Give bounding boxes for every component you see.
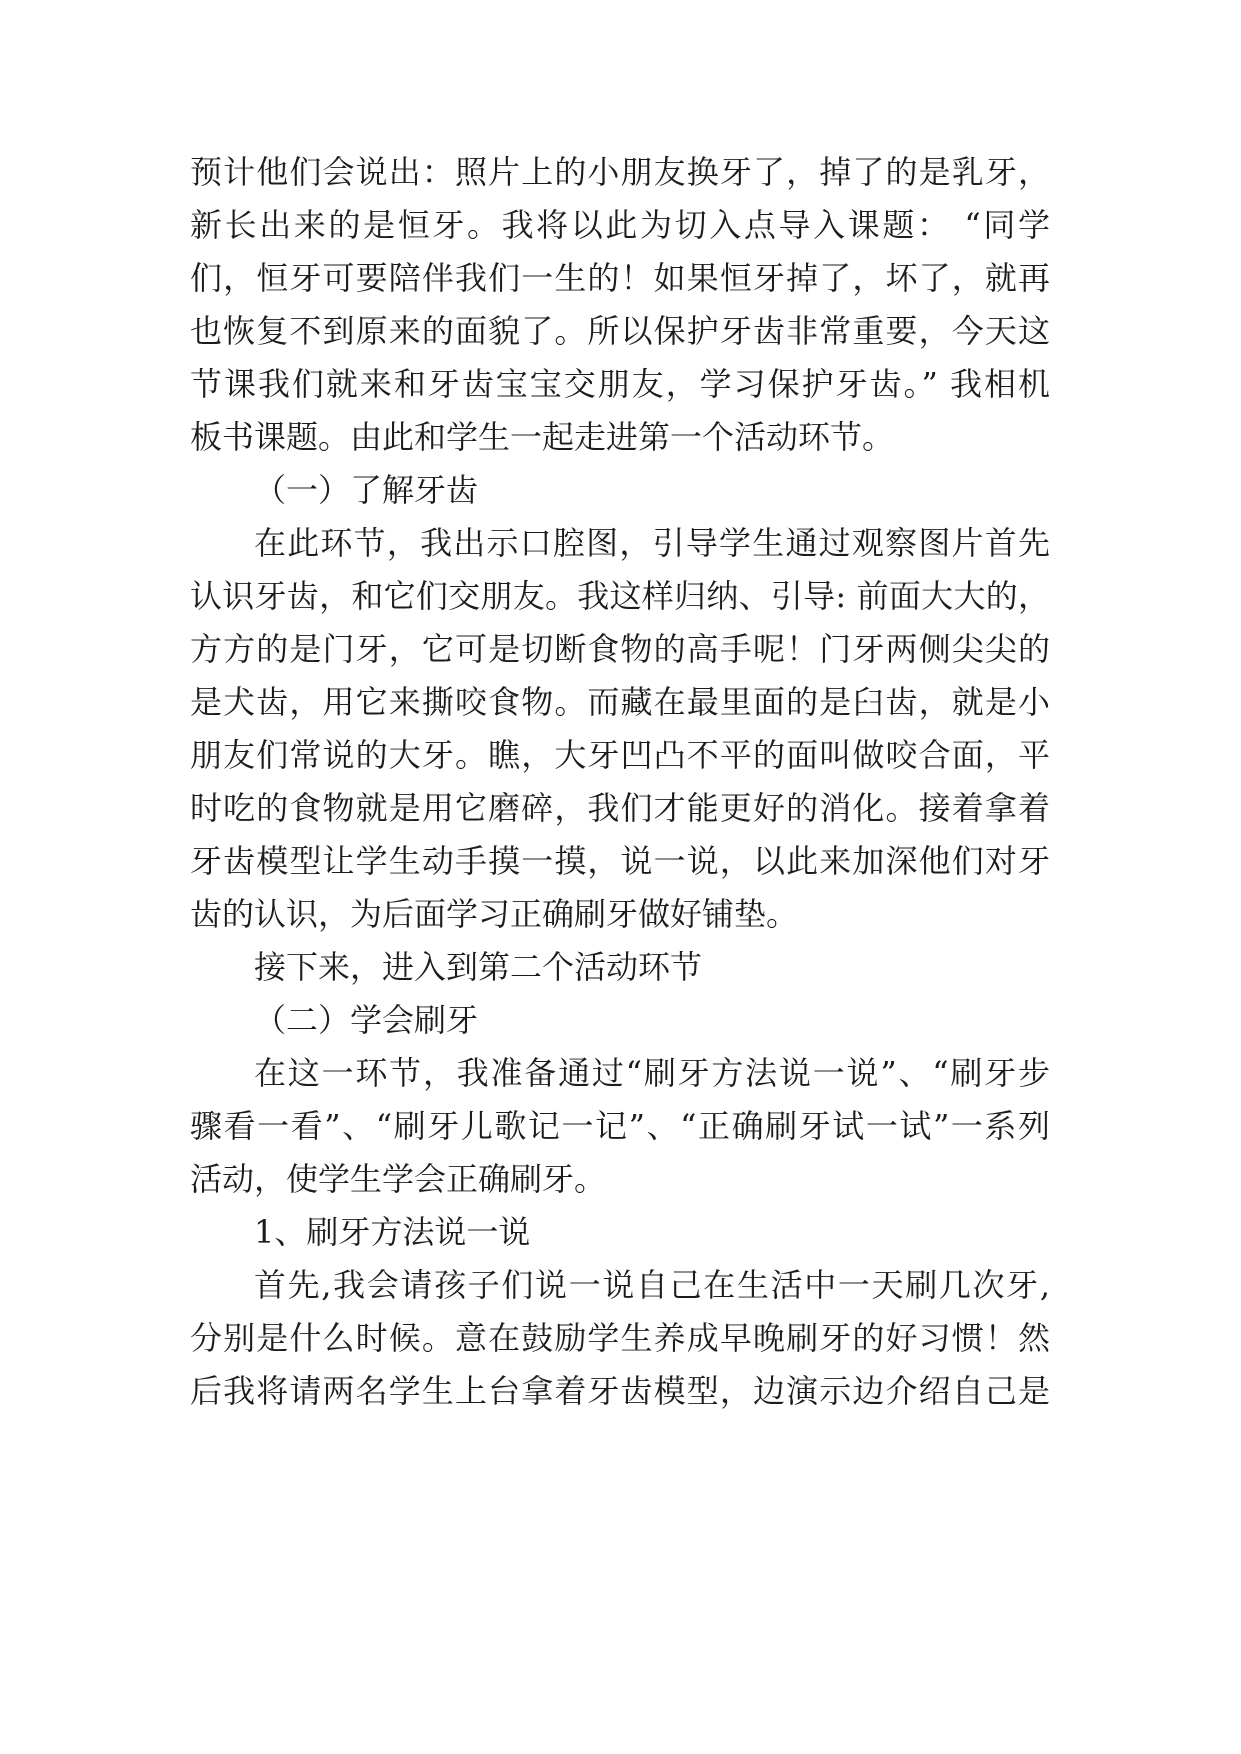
text-line: 牙齿模型让学生动手摸一摸，说一说，以此来加深他们对牙: [190, 842, 1050, 880]
text-line: 也恢复不到原来的面貌了。所以保护牙齿非常重要，今天这: [190, 312, 1050, 350]
section-heading: （二）学会刷牙: [254, 1001, 479, 1039]
text-line: 朋友们常说的大牙。瞧，大牙凹凸不平的面叫做咬合面，平: [190, 736, 1050, 774]
text-line: 分别是什么时候。意在鼓励学生养成早晚刷牙的好习惯！然: [190, 1319, 1050, 1357]
text-line: 齿的认识，为后面学习正确刷牙做好铺垫。: [190, 895, 799, 933]
text-line: 在此环节，我出示口腔图，引导学生通过观察图片首先: [254, 524, 1050, 562]
text-line: 节课我们就来和牙齿宝宝交朋友，学习保护牙齿。” 我相机: [190, 365, 1050, 403]
text-line: 后我将请两名学生上台拿着牙齿模型，边演示边介绍自己是: [190, 1372, 1050, 1410]
text-line: 预计他们会说出：照片上的小朋友换牙了，掉了的是乳牙，: [190, 153, 1050, 191]
section-heading: （一）了解牙齿: [254, 471, 479, 509]
text-line: 时吃的食物就是用它磨碎，我们才能更好的消化。接着拿着: [190, 789, 1050, 827]
text-line: 是犬齿，用它来撕咬食物。而藏在最里面的是臼齿，就是小: [190, 683, 1050, 721]
text-line: 们，恒牙可要陪伴我们一生的！如果恒牙掉了，坏了，就再: [190, 259, 1050, 297]
subsection-heading: 1、刷牙方法说一说: [254, 1213, 531, 1251]
text-line: 活动，使学生学会正确刷牙。: [190, 1160, 607, 1198]
text-line: 在这一环节，我准备通过“刷牙方法说一说”、“刷牙步: [254, 1054, 1050, 1092]
text-line: 骤看一看”、“刷牙儿歌记一记”、“正确刷牙试一试”一系列: [190, 1107, 1050, 1145]
text-line: 首先,我会请孩子们说一说自己在生活中一天刷几次牙,: [254, 1266, 1050, 1304]
text-line: 板书课题。由此和学生一起走进第一个活动环节。: [190, 418, 895, 456]
text-line: 接下来，进入到第二个活动环节: [254, 948, 703, 986]
text-line: 新长出来的是恒牙。我将以此为切入点导入课题： “同学: [190, 206, 1050, 244]
text-line: 认识牙齿，和它们交朋友。我这样归纳、引导: 前面大大的，: [190, 577, 1050, 615]
text-line: 方方的是门牙，它可是切断食物的高手呢！门牙两侧尖尖的: [190, 630, 1050, 668]
